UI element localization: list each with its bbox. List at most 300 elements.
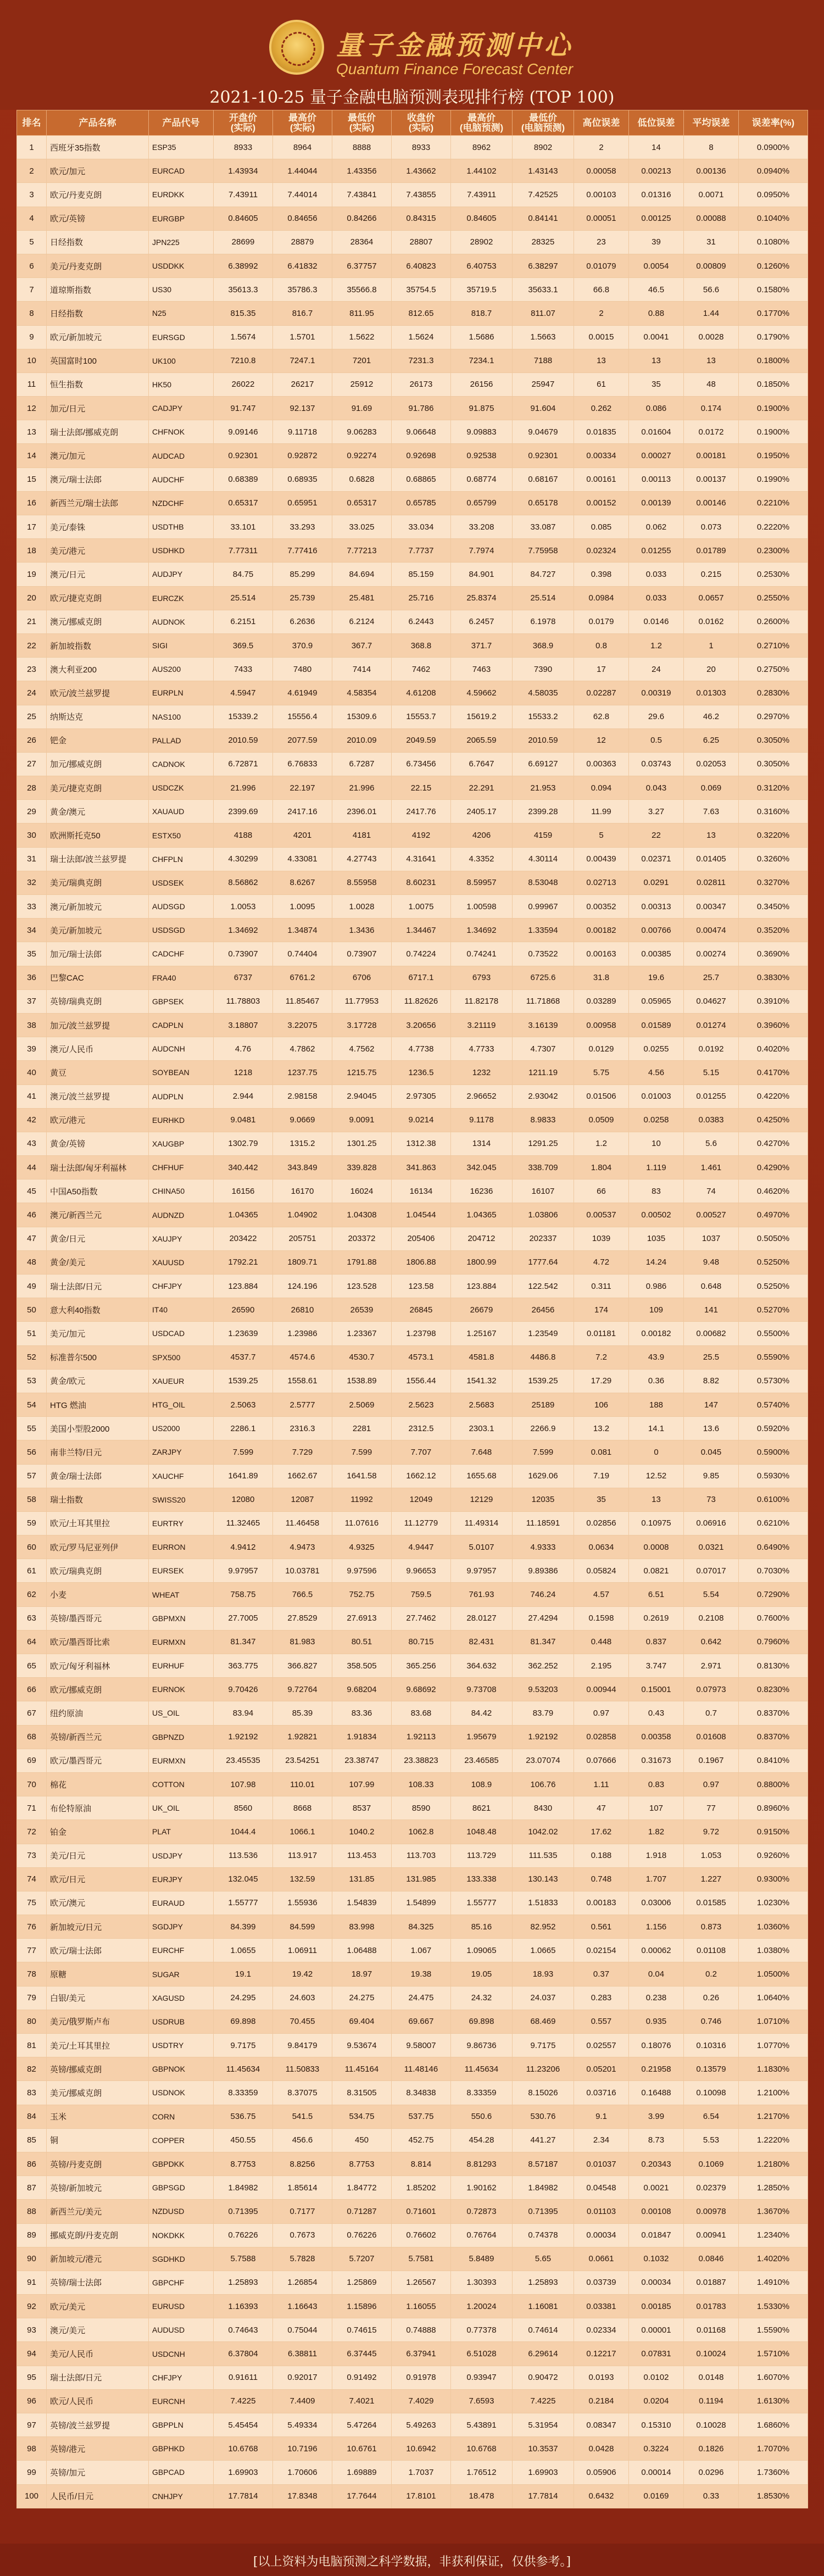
- table-cell: 0.91978: [392, 2366, 451, 2389]
- table-cell: 536.75: [214, 2105, 273, 2128]
- table-cell: 0.92872: [273, 444, 332, 468]
- table-cell: 79: [17, 1986, 47, 2010]
- table-row: [17, 1867, 808, 1891]
- table-cell: 1.0360%: [739, 1915, 808, 1939]
- table-cell: 6.54: [684, 2105, 739, 2128]
- table-cell: 2.34: [574, 2128, 629, 2152]
- table-cell: 铜: [47, 2128, 149, 2152]
- table-cell: 35786.3: [273, 278, 332, 302]
- table-cell: 0.262: [574, 397, 629, 420]
- table-cell: 0.65317: [332, 491, 392, 515]
- table-cell: 0.5: [629, 728, 684, 752]
- table-cell: 1062.8: [392, 1820, 451, 1844]
- table-cell: 80.51: [332, 1630, 392, 1654]
- table-cell: 11.49314: [451, 1511, 513, 1535]
- table-cell: 450: [332, 2128, 392, 2152]
- table-cell: 7.648: [451, 1440, 513, 1464]
- table-cell: 15619.2: [451, 705, 513, 728]
- table-cell: AUDSGD: [149, 895, 214, 919]
- table-cell: 74: [17, 1867, 47, 1891]
- table-cell: 1.5710%: [739, 2342, 808, 2366]
- table-cell: EURMXN: [149, 1749, 214, 1772]
- table-cell: 0.01255: [684, 1084, 739, 1108]
- table-cell: 0.2619: [629, 1606, 684, 1630]
- table-cell: 0.8370%: [739, 1701, 808, 1725]
- table-cell: 147: [684, 1393, 739, 1416]
- table-cell: 26022: [214, 372, 273, 396]
- title-en: Quantum Finance Forecast Center: [336, 60, 574, 77]
- table-cell: 0.01789: [684, 539, 739, 563]
- table-cell: 0.00474: [684, 919, 739, 942]
- table-cell: 2.5623: [392, 1393, 451, 1416]
- table-cell: 0.00385: [629, 942, 684, 966]
- table-cell: 澳大利亚200: [47, 658, 149, 681]
- table-cell: 10: [629, 1132, 684, 1155]
- table-row: [17, 254, 808, 277]
- table-cell: GBPCAD: [149, 2461, 214, 2484]
- table-cell: 113.453: [332, 1844, 392, 1867]
- table-cell: 6.37804: [214, 2342, 273, 2366]
- table-cell: 1040.2: [332, 1820, 392, 1844]
- table-cell: 130.143: [513, 1867, 574, 1891]
- table-cell: 1.76512: [451, 2461, 513, 2484]
- table-row: [17, 1037, 808, 1061]
- table-cell: 1.23549: [513, 1322, 574, 1345]
- table-cell: 204712: [451, 1227, 513, 1250]
- table-cell: 17.7814: [513, 2484, 574, 2508]
- table-cell: 0.4290%: [739, 1156, 808, 1179]
- table-cell: 6.38811: [273, 2342, 332, 2366]
- table-cell: 28699: [214, 230, 273, 254]
- table-cell: 欧元/瑞典克朗: [47, 1559, 149, 1583]
- table-row: [17, 1511, 808, 1535]
- table-cell: 1.7360%: [739, 2461, 808, 2484]
- table-cell: 33: [17, 895, 47, 919]
- table-cell: 1800.99: [451, 1250, 513, 1274]
- table-cell: 1.0075: [392, 895, 451, 919]
- table-cell: 8.60231: [392, 871, 451, 894]
- table-cell: 1.119: [629, 1156, 684, 1179]
- table-cell: 0.9150%: [739, 1820, 808, 1844]
- table-cell: 9.68692: [392, 1678, 451, 1701]
- table-row: [17, 491, 808, 515]
- table-cell: 752.75: [332, 1583, 392, 1606]
- table-cell: 8: [17, 302, 47, 325]
- table-row: [17, 1606, 808, 1630]
- table-cell: 338.709: [513, 1156, 574, 1179]
- table-row: [17, 989, 808, 1013]
- table-cell: 92: [17, 2295, 47, 2318]
- table-cell: 19.05: [451, 1962, 513, 1986]
- table-cell: 70: [17, 1772, 47, 1796]
- table-cell: 0.1950%: [739, 444, 808, 468]
- table-cell: 0.77378: [451, 2318, 513, 2342]
- table-cell: 26845: [392, 1298, 451, 1322]
- table-cell: 8.37075: [273, 2081, 332, 2105]
- table-cell: 812.65: [392, 302, 451, 325]
- table-row: [17, 1678, 808, 1701]
- table-cell: 11.85467: [273, 989, 332, 1013]
- table-cell: 0.74888: [392, 2318, 451, 2342]
- table-cell: 0.76602: [392, 2223, 451, 2247]
- table-cell: 18.478: [451, 2484, 513, 2508]
- table-cell: 0.00113: [629, 468, 684, 491]
- table-cell: 6.51028: [451, 2342, 513, 2366]
- table-cell: 132.59: [273, 1867, 332, 1891]
- table-cell: 11.78803: [214, 989, 273, 1013]
- table-cell: 0.0661: [574, 2247, 629, 2271]
- table-cell: 811.07: [513, 302, 574, 325]
- table-cell: 0.0821: [629, 1559, 684, 1583]
- table-cell: 0.1598: [574, 1606, 629, 1630]
- table-cell: 0.2: [684, 1962, 739, 1986]
- table-cell: 1.15896: [332, 2295, 392, 2318]
- table-cell: UK100: [149, 349, 214, 372]
- table-cell: 13: [684, 824, 739, 847]
- table-cell: 1792.21: [214, 1250, 273, 1274]
- table-cell: 0.1194: [684, 2389, 739, 2413]
- table-cell: 纳斯达克: [47, 705, 149, 728]
- table-cell: 13.6: [684, 1417, 739, 1440]
- table-cell: 342.045: [451, 1156, 513, 1179]
- table-row: [17, 159, 808, 183]
- table-cell: 362.252: [513, 1654, 574, 1678]
- table-cell: 0.5930%: [739, 1464, 808, 1488]
- table-cell: 67: [17, 1701, 47, 1725]
- table-cell: 欧元/墨西哥比索: [47, 1630, 149, 1654]
- table-cell: 29.6: [629, 705, 684, 728]
- table-cell: EURUSD: [149, 2295, 214, 2318]
- table-cell: 131.985: [392, 1867, 451, 1891]
- table-cell: 1655.68: [451, 1464, 513, 1488]
- table-cell: 1791.88: [332, 1250, 392, 1274]
- table-cell: 3.27: [629, 800, 684, 824]
- table-row: [17, 1772, 808, 1796]
- table-cell: EURJPY: [149, 1867, 214, 1891]
- table-cell: 3.17728: [332, 1013, 392, 1037]
- table-cell: NAS100: [149, 705, 214, 728]
- table-cell: 1315.2: [273, 1132, 332, 1155]
- table-cell: 51: [17, 1322, 47, 1345]
- table-cell: 2: [17, 159, 47, 183]
- table-cell: 23: [574, 230, 629, 254]
- table-cell: 0.1770%: [739, 302, 808, 325]
- table-cell: 0.07017: [684, 1559, 739, 1583]
- table-cell: 5.7581: [392, 2247, 451, 2271]
- table-cell: SUGAR: [149, 1962, 214, 1986]
- table-cell: 1.04365: [214, 1203, 273, 1227]
- table-cell: 欧元/日元: [47, 1867, 149, 1891]
- table-row: [17, 895, 808, 919]
- table-cell: 0.03743: [629, 752, 684, 776]
- table-row: [17, 1559, 808, 1583]
- table-cell: 9: [17, 325, 47, 349]
- table-cell: 91: [17, 2271, 47, 2294]
- table-row: [17, 1962, 808, 1986]
- table-cell: 7201: [332, 349, 392, 372]
- table-cell: 5.7207: [332, 2247, 392, 2271]
- table-cell: 0.2530%: [739, 563, 808, 586]
- table-cell: 530.76: [513, 2105, 574, 2128]
- table-cell: 澳元/加元: [47, 444, 149, 468]
- table-cell: 358.505: [332, 1654, 392, 1678]
- table-cell: NZDUSD: [149, 2200, 214, 2223]
- table-row: [17, 1298, 808, 1322]
- table-cell: 1.09065: [451, 1939, 513, 1962]
- table-cell: 441.27: [513, 2128, 574, 2152]
- table-row: [17, 2366, 808, 2389]
- table-cell: 4.33081: [273, 847, 332, 871]
- table-cell: 0.2600%: [739, 610, 808, 633]
- table-cell: 340.442: [214, 1156, 273, 1179]
- table-cell: 0.7177: [273, 2200, 332, 2223]
- table-cell: 0.00183: [574, 1891, 629, 1915]
- table-cell: 2077.59: [273, 728, 332, 752]
- table-cell: 0.92698: [392, 444, 451, 468]
- table-cell: 1.2100%: [739, 2081, 808, 2105]
- table-cell: UK_OIL: [149, 1796, 214, 1820]
- table-cell: 1.25167: [451, 1322, 513, 1345]
- table-row: [17, 2176, 808, 2200]
- table-cell: 124.196: [273, 1275, 332, 1298]
- table-cell: 1211.19: [513, 1061, 574, 1084]
- table-cell: 106: [574, 1393, 629, 1416]
- table-cell: 7.43911: [451, 183, 513, 207]
- table-cell: 0.0192: [684, 1037, 739, 1061]
- table-cell: 86: [17, 2152, 47, 2176]
- table-cell: 26217: [273, 372, 332, 396]
- table-cell: US2000: [149, 1417, 214, 1440]
- table-row: [17, 349, 808, 372]
- column-header: 最低价 (实际): [332, 110, 392, 136]
- table-cell: ZARJPY: [149, 1440, 214, 1464]
- table-cell: PALLAD: [149, 728, 214, 752]
- table-cell: 5.31954: [513, 2413, 574, 2437]
- table-cell: 69.667: [392, 2010, 451, 2033]
- table-cell: 0.0258: [629, 1108, 684, 1132]
- table-cell: 8902: [513, 136, 574, 159]
- table-cell: 1237.75: [273, 1061, 332, 1084]
- table-cell: 7.599: [214, 1440, 273, 1464]
- table-cell: 0: [629, 1440, 684, 1464]
- table-cell: 2266.9: [513, 1417, 574, 1440]
- table-cell: 7.599: [513, 1440, 574, 1464]
- table-cell: 1.55936: [273, 1891, 332, 1915]
- table-cell: 85.39: [273, 1701, 332, 1725]
- table-cell: 0.2750%: [739, 658, 808, 681]
- table-cell: 1.34692: [214, 919, 273, 942]
- table-row: [17, 302, 808, 325]
- table-cell: EURTRY: [149, 1511, 214, 1535]
- table-cell: 1.5663: [513, 325, 574, 349]
- table-cell: 77: [17, 1939, 47, 1962]
- table-cell: 11.23206: [513, 2057, 574, 2081]
- table-row: [17, 847, 808, 871]
- table-cell: 44: [17, 1156, 47, 1179]
- table-cell: 4.27743: [332, 847, 392, 871]
- table-cell: 0.00352: [574, 895, 629, 919]
- table-cell: 141: [684, 1298, 739, 1322]
- table-cell: 0.1032: [629, 2247, 684, 2271]
- table-cell: 0.00809: [684, 254, 739, 277]
- table-cell: 美元/丹麦克朗: [47, 254, 149, 277]
- table-row: [17, 1701, 808, 1725]
- table-cell: 0.0846: [684, 2247, 739, 2271]
- table-cell: GBPPLN: [149, 2413, 214, 2437]
- column-header: 产品名称: [47, 110, 149, 136]
- table-cell: 64: [17, 1630, 47, 1654]
- table-cell: 57: [17, 1464, 47, 1488]
- table-cell: 26590: [214, 1298, 273, 1322]
- table-cell: 25.739: [273, 586, 332, 610]
- table-cell: 1.067: [392, 1939, 451, 1962]
- table-cell: 0.20343: [629, 2152, 684, 2176]
- table-row: [17, 1250, 808, 1274]
- table-cell: N25: [149, 302, 214, 325]
- table-cell: 0.07666: [574, 1749, 629, 1772]
- table-cell: 0.00274: [684, 942, 739, 966]
- table-cell: 1641.89: [214, 1464, 273, 1488]
- table-cell: 0.1080%: [739, 230, 808, 254]
- table-cell: 1777.64: [513, 1250, 574, 1274]
- table-cell: 1.54899: [392, 1891, 451, 1915]
- table-cell: CADJPY: [149, 397, 214, 420]
- table-cell: 15309.6: [332, 705, 392, 728]
- table-cell: 66: [574, 1179, 629, 1203]
- table-cell: 1.55777: [214, 1891, 273, 1915]
- table-cell: 39: [17, 1037, 47, 1061]
- table-cell: 26539: [332, 1298, 392, 1322]
- table-cell: 欧元/港元: [47, 1108, 149, 1132]
- table-cell: 1.5686: [451, 325, 513, 349]
- table-cell: 小麦: [47, 1583, 149, 1606]
- table-cell: 0.0148: [684, 2366, 739, 2389]
- table-cell: 0.1900%: [739, 420, 808, 444]
- table-cell: 0.00014: [629, 2461, 684, 2484]
- table-cell: 6706: [332, 966, 392, 989]
- table-cell: 8590: [392, 1796, 451, 1820]
- table-cell: 27.6913: [332, 1606, 392, 1630]
- table-cell: 0.74404: [273, 942, 332, 966]
- table-cell: 英镑/港元: [47, 2437, 149, 2461]
- table-row: [17, 1725, 808, 1749]
- table-cell: 瑞士法郎/挪威克朗: [47, 420, 149, 444]
- table-cell: COPPER: [149, 2128, 214, 2152]
- table-cell: 0.65317: [214, 491, 273, 515]
- table-cell: 1.70606: [273, 2461, 332, 2484]
- table-cell: 1236.5: [392, 1061, 451, 1084]
- table-cell: 0.71395: [513, 2200, 574, 2223]
- table-cell: 1.227: [684, 1867, 739, 1891]
- table-cell: 0.8960%: [739, 1796, 808, 1820]
- table-cell: 16024: [332, 1179, 392, 1203]
- table-row: [17, 397, 808, 420]
- table-cell: 0.8130%: [739, 1654, 808, 1678]
- table-cell: 欧元/人民币: [47, 2389, 149, 2413]
- table-cell: 0.03289: [574, 989, 629, 1013]
- column-header: 开盘价 (实际): [214, 110, 273, 136]
- table-cell: 6.2457: [451, 610, 513, 633]
- table-cell: 1.11: [574, 1772, 629, 1796]
- table-cell: 370.9: [273, 633, 332, 657]
- table-cell: 0.01079: [574, 254, 629, 277]
- table-cell: SOYBEAN: [149, 1061, 214, 1084]
- table-cell: 1.16081: [513, 2295, 574, 2318]
- table-cell: 1541.32: [451, 1369, 513, 1393]
- table-cell: 113.703: [392, 1844, 451, 1867]
- table-cell: 1.04365: [451, 1203, 513, 1227]
- table-cell: 2.944: [214, 1084, 273, 1108]
- table-cell: 38: [17, 1013, 47, 1037]
- table-cell: 7.43841: [332, 183, 392, 207]
- table-cell: 5.65: [513, 2247, 574, 2271]
- table-cell: 0.01181: [574, 1322, 629, 1345]
- table-cell: 339.828: [332, 1156, 392, 1179]
- table-cell: 56.6: [684, 278, 739, 302]
- table-cell: 0.0984: [574, 586, 629, 610]
- table-cell: 美元/挪威克朗: [47, 2081, 149, 2105]
- table-cell: 0.10975: [629, 1511, 684, 1535]
- table-cell: 5.54: [684, 1583, 739, 1606]
- table-cell: WHEAT: [149, 1583, 214, 1606]
- table-cell: 1.91834: [332, 1725, 392, 1749]
- table-cell: 78: [17, 1962, 47, 1986]
- table-cell: 1.00598: [451, 895, 513, 919]
- table-cell: 7.2: [574, 1345, 629, 1369]
- table-cell: 0.90472: [513, 2366, 574, 2389]
- table-cell: AUDCAD: [149, 444, 214, 468]
- table-cell: 8.7753: [332, 2152, 392, 2176]
- table-cell: 9.1: [574, 2105, 629, 2128]
- table-cell: 欧元/丹麦克朗: [47, 183, 149, 207]
- table-cell: 8560: [214, 1796, 273, 1820]
- table-cell: US_OIL: [149, 1701, 214, 1725]
- table-cell: 0.02287: [574, 681, 629, 705]
- table-cell: 10.03781: [273, 1559, 332, 1583]
- table-cell: 81.983: [273, 1630, 332, 1654]
- table-cell: 7.43911: [214, 183, 273, 207]
- table-cell: 0.935: [629, 2010, 684, 2033]
- table-cell: 0.10028: [684, 2413, 739, 2437]
- table-cell: 12: [574, 728, 629, 752]
- table-cell: ESP35: [149, 136, 214, 159]
- table-cell: 22: [17, 633, 47, 657]
- table-cell: 4.9447: [392, 1535, 451, 1559]
- table-cell: 0.00347: [684, 895, 739, 919]
- table-cell: 0.02154: [574, 1939, 629, 1962]
- table-cell: 6.40753: [451, 254, 513, 277]
- table-cell: 24.603: [273, 1986, 332, 2010]
- table-cell: 1.82: [629, 1820, 684, 1844]
- table-cell: 8430: [513, 1796, 574, 1820]
- table-cell: 澳元/新加坡元: [47, 895, 149, 919]
- table-cell: 66: [17, 1678, 47, 1701]
- table-row: [17, 278, 808, 302]
- table-cell: SWISS20: [149, 1488, 214, 1511]
- table-cell: 9.0214: [392, 1108, 451, 1132]
- table-cell: GBPNZD: [149, 1725, 214, 1749]
- table-cell: 0.00319: [629, 681, 684, 705]
- table-cell: 0.02713: [574, 871, 629, 894]
- table-cell: 0.12217: [574, 2342, 629, 2366]
- table-cell: 1.0053: [214, 895, 273, 919]
- table-cell: 1.1830%: [739, 2057, 808, 2081]
- table-cell: 23: [17, 658, 47, 681]
- table-cell: 550.6: [451, 2105, 513, 2128]
- table-cell: 31: [17, 847, 47, 871]
- table-cell: 363.775: [214, 1654, 273, 1678]
- table-cell: 55: [17, 1417, 47, 1440]
